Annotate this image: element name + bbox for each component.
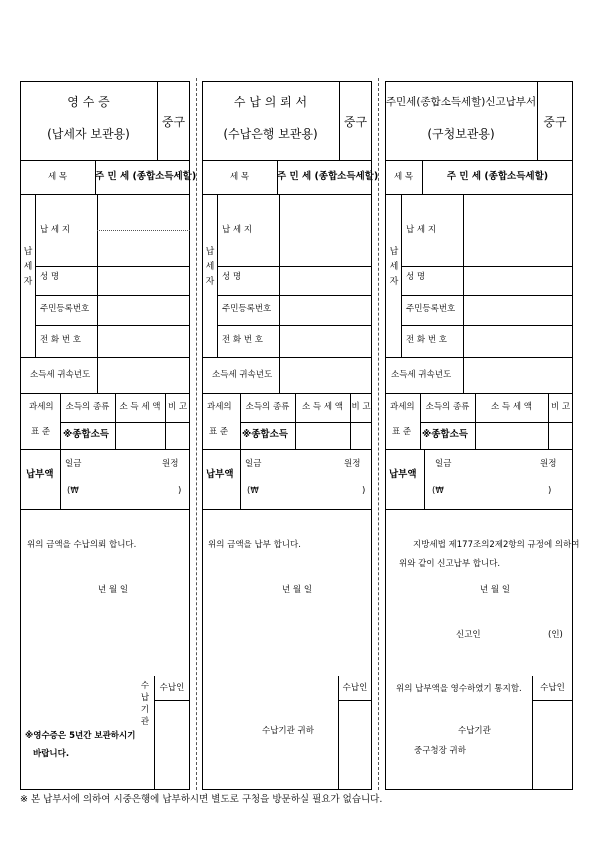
report-amount-suffix: 원정: [540, 459, 557, 469]
report-title: 주민세(종합소득세할)신고납부서: [385, 96, 537, 108]
report-seal-label: (인): [548, 630, 563, 640]
receipt-agency-vertical: 수납기관: [140, 681, 150, 727]
request-income-year-label: 소득세 귀속년도: [212, 370, 273, 380]
request-address-label: 납 세 지: [222, 225, 253, 235]
receipt-amount-open: (₩: [67, 486, 79, 496]
receipt-subtitle: (납세자 보관용): [47, 127, 130, 141]
request-amount-prefix: 일금: [245, 459, 262, 469]
receipt-income-type-header: 소득의 종류: [65, 402, 110, 412]
receipt-tax-item-value: 주 민 세 (종합소득세할): [95, 171, 197, 182]
request-tax-item-label: 세 목: [229, 172, 250, 182]
receipt-address-label: 납 세 지: [40, 225, 71, 235]
receipt-amount-close: ): [178, 486, 182, 496]
report-tax-base-label-2: 표 준: [392, 427, 412, 437]
report-amount-prefix: 일금: [435, 459, 452, 469]
report-note-header: 비 고: [550, 402, 571, 412]
request-note-header: 비 고: [351, 402, 371, 412]
receipt-district: 중구: [161, 115, 186, 129]
request-amount-open: (₩: [247, 486, 259, 496]
request-tax-item-value: 주 민 세 (종합소득세할): [277, 171, 379, 182]
report-resident-no-label: 주민등록번호: [406, 304, 456, 314]
report-stamp-label: 수납인: [540, 683, 565, 693]
request-amount-suffix: 원정: [344, 459, 361, 469]
receipt-amount-prefix: 일금: [65, 459, 82, 469]
report-taxpayer-vertical: 납세자: [389, 247, 399, 287]
report-receipt-notice: 위의 납부액을 영수하였기 통지함.: [396, 684, 522, 694]
request-tax-base-label: 과세의: [207, 402, 232, 412]
request-amount-close: ): [362, 486, 366, 496]
report-statement-2: 위와 같이 신고납부 합니다.: [399, 559, 501, 569]
request-subtitle: (수납은행 보관용): [223, 127, 318, 141]
report-addressee: 중구청장 귀하: [414, 746, 466, 756]
receipt-income-type-value: ※종합소득: [63, 429, 109, 440]
report-tax-item-value: 주 민 세 (종합소득세할): [446, 171, 549, 182]
report-date: 년 월 일: [480, 585, 511, 595]
request-income-type-value: ※종합소득: [242, 429, 288, 440]
report-name-label: 성 명: [406, 272, 426, 282]
request-stamp-label: 수납인: [342, 683, 368, 693]
report-amount-open: (₩: [432, 486, 444, 496]
receipt-note-header: 비 고: [167, 402, 188, 412]
receipt-date: 년 월 일: [98, 585, 129, 595]
request-district: 중구: [343, 115, 368, 129]
request-payment-label: 납부액: [206, 469, 234, 480]
receipt-phone-label: 전 화 번 호: [40, 335, 81, 345]
receipt-statement: 위의 금액을 수납의뢰 합니다.: [27, 540, 137, 550]
report-income-year-label: 소득세 귀속년도: [391, 370, 452, 380]
request-addressee: 수납기관 귀하: [262, 726, 314, 736]
receipt-title: 영 수 증: [67, 95, 110, 109]
report-reporter-label: 신고인: [456, 630, 481, 640]
report-subtitle: (구청보관용): [427, 127, 495, 141]
request-name-label: 성 명: [222, 272, 242, 282]
report-district: 중구: [543, 115, 567, 129]
receipt-tax-base-label-2: 표 준: [31, 427, 51, 437]
receipt-payment-label: 납부액: [26, 469, 54, 480]
receipt-amount-suffix: 원정: [162, 459, 179, 469]
receipt-keep-note-2: 바랍니다.: [33, 749, 70, 759]
request-phone-label: 전 화 번 호: [222, 335, 263, 345]
receipt-name-label: 성 명: [40, 272, 60, 282]
report-payment-label: 납부액: [389, 469, 417, 480]
receipt-stamp-label: 수납인: [159, 683, 185, 693]
receipt-taxpayer-vertical: 납세자: [23, 247, 33, 287]
report-statement: 지방세법 제177조의2제2항의 규정에 의하여: [413, 540, 580, 550]
request-statement: 위의 금액을 납부 합니다.: [208, 540, 301, 550]
report-income-type-header: 소득의 종류: [425, 402, 470, 412]
receipt-tax-base-label: 과세의: [29, 402, 54, 412]
report-income-type-value: ※종합소득: [422, 429, 468, 440]
request-income-tax-header: 소 득 세 액: [302, 402, 343, 412]
request-date: 년 월 일: [282, 585, 313, 595]
request-resident-no-label: 주민등록번호: [222, 304, 272, 314]
request-income-type-header: 소득의 종류: [245, 402, 290, 412]
request-taxpayer-vertical: 납세자: [205, 247, 215, 287]
report-income-tax-header: 소 득 세 액: [491, 402, 532, 412]
request-title: 수 납 의 뢰 서: [233, 95, 308, 109]
report-amount-close: ): [548, 486, 552, 496]
receipt-resident-no-label: 주민등록번호: [40, 304, 90, 314]
receipt-income-tax-header: 소 득 세 액: [119, 402, 161, 412]
report-address-label: 납 세 지: [406, 225, 437, 235]
report-tax-base-label: 과세의: [390, 402, 415, 412]
report-tax-item-label: 세 목: [393, 172, 414, 182]
receipt-tax-item-label: 세 목: [47, 172, 68, 182]
cut-line-1: [196, 78, 197, 790]
report-agency-label: 수납기관: [458, 726, 491, 736]
request-tax-base-label-2: 표 준: [209, 427, 229, 437]
receipt-income-year-label: 소득세 귀속년도: [30, 370, 91, 380]
cut-line-2: [378, 78, 379, 790]
receipt-keep-note: ※영수증은 5년간 보관하시기: [25, 731, 136, 741]
footer-note: ※ 본 납부서에 의하여 시중은행에 납부하시면 별도로 구청을 방문하실 필요가 없습니다.: [20, 794, 383, 805]
report-phone-label: 전 화 번 호: [406, 335, 447, 345]
